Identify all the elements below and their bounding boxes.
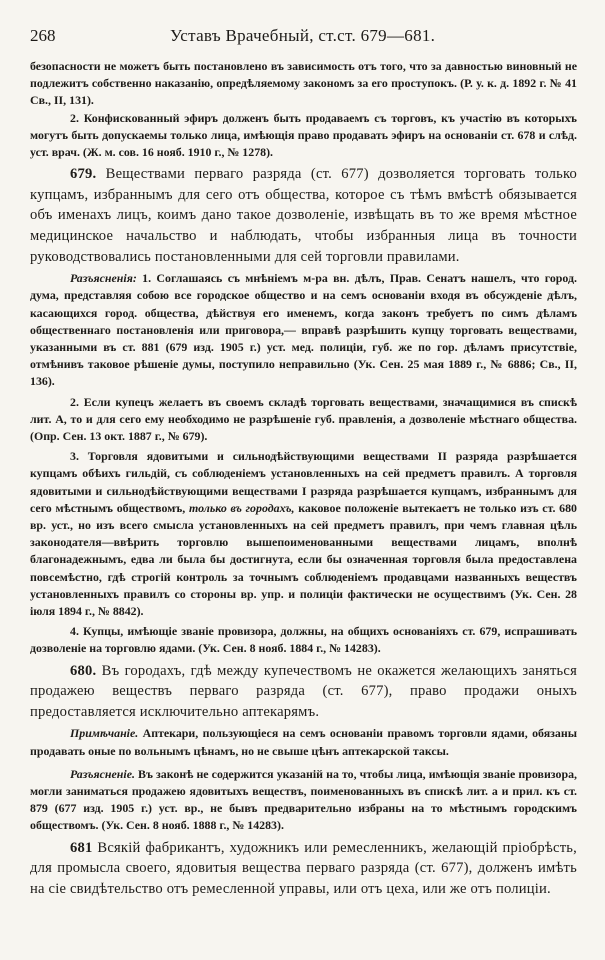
article-680	[30, 661, 577, 723]
article-number: 679.	[70, 166, 97, 183]
explanation-label: Разъясненія:	[70, 271, 137, 286]
article-text: Въ городахъ, гдѣ между купечествомъ не окажется желающихъ заняться продажею веществъ перваго разряда (ст. 677), право продажи оныхъ предоставляется исключительно аптекарямъ.	[30, 662, 577, 720]
note-680	[30, 725, 577, 759]
article-text: Всякій фабрикантъ, художникъ или ремесленникъ, желающій пріобрѣсть, для промысла своего, ядовитыя вещества перваго разряда (ст. 677), долженъ имѣть на сіе свидѣтельство отъ ремесленной управы, или отъ цеха, или же отъ полиціи.	[30, 839, 577, 897]
explanation-3-part-1: 3. Торговля ядовитыми и сильнодѣйствующими веществами II разряда разрѣшается купцамъ обѣихъ гильдій, съ соблюденіемъ установленныхъ на сей предметъ правилъ. А торговля ядовитыми и сильнодѣйствующими веществами I разряда разрѣшается купцамъ, избраннымъ для сего мѣстнымъ обществомъ,	[30, 449, 577, 515]
paragraph-continuation: безопасности не можетъ быть постановлено въ зависимость отъ того, что за давностью виновный не подлежитъ собственно наказанію, опредѣляемому закономъ за его проступокъ. (Р. у. к. д. 1892 г. № 41 Св., II, 131).	[30, 59, 577, 108]
explanation-2: 2. Если купецъ желаетъ въ своемъ складѣ торговать веществами, значащимися въ спискѣ лит. А, то и для сего ему необходимо не разрѣшеніе губ. правленія, а дозволеніе мѣстнаго общества. (Опр. Сен. 13 окт. 1887 г., № 679).	[30, 394, 577, 444]
explanation-label: Разъясненіе.	[70, 766, 135, 781]
explanation-1	[30, 270, 577, 390]
explanation-text: 1. Соглашаясь съ мнѣніемъ м-ра вн. дѣлъ, Прав. Сенатъ нашелъ, что город. дума, представляя собою все городское общество и на семъ основаніи входя въ обсужденіе дѣлъ, касающихся город. общества, дѣйствуя его именемъ, когда законъ требуетъ по симъ дѣламъ общественнаго постановленія или приговора,— вправѣ разрѣшить купцу торговать веществами, указанными въ ст. 881 (679 изд. 1905 г.) уст. мед. полиціи, губ. же по гор. дѣламъ присутствіе, отмѣнивъ таковое рѣшеніе думы, поступило неправильно (Ук. Сен. 25 мая 1889 г., № 6886; Св., II, 136).	[30, 271, 577, 389]
explanation-3-part-2: каковое положеніе вытекаетъ не только изъ ст. 680 вр. уст., но изъ всего смысла установленныхъ на сей предметъ правилъ, при чемъ главная цѣль законодателя—ввѣрить торговлю вышепоименованными веществами лицамъ, вполнѣ благонадежнымъ, едва ли была бы достигнута, если бы означенная торговля была предоставлена повсемѣстно, гдѣ строгій контроль за точнымъ соблюденіемъ продавцами названныхъ веществъ установленныхъ правилъ со стороны вр. упр. и полиціи фактически не осуществимъ (Ук. Сен. 28 іюля 1894 г., № 8842).	[30, 500, 578, 619]
explanation-3-emphasis: только въ городахъ,	[189, 500, 295, 515]
article-number: 681	[70, 839, 93, 856]
explanation-4: 4. Купцы, имѣющіе званіе провизора, должны, на общихъ основаніяхъ ст. 679, испрашивать дозволеніе на торговлю ядами. (Ук. Сен. 8 нояб. 1884 г., № 14283).	[30, 624, 577, 656]
note-text: Аптекари, пользующіеся на семъ основаніи правомъ торговли ядами, обязаны продавать оные по вольнымъ цѣнамъ, но не свыше цѣнъ аптекарской таксы.	[30, 726, 577, 758]
note-label: Примѣчаніе.	[70, 726, 139, 741]
article-text: Веществами перваго разряда (ст. 677) дозволяется торговать только купцамъ, избраннымъ для сего отъ общества, которое съ тѣмъ вмѣстѣ обязывается объ именахъ лицъ, коимъ дано такое дозволеніе, извѣщать въ то же время мѣстное медицинское начальство и наблюдать, чтобы избранныя лица въ точности руководствовались постановленными для сей торговли правилами.	[30, 166, 577, 265]
explanation-3	[30, 448, 577, 620]
article-number: 680.	[70, 662, 97, 679]
note-paragraph-2: 2. Конфискованный эфиръ долженъ быть продаваемъ съ торговъ, къ участію въ которыхъ могутъ быть допускаемы только лица, имѣющія право продавать эфиръ на основаніи ст. 678 и слѣд. уст. врач. (Ж. м. сов. 16 нояб. 1910 г., № 1278).	[30, 110, 577, 160]
article-681	[30, 838, 577, 900]
explanation-text: Въ законѣ не содержится указаній на то, чтобы лица, имѣющія званіе провизора, могли заниматься продажею ядовитыхъ веществъ, поименованныхъ въ спискѣ лит. а и прил. къ ст. 879 (677 изд. 1905 г.) уст. вр., не бывъ предварительно избраны на то мѣстнымъ городскимъ обществомъ. (Ук. Сен. 8 нояб. 1888 г., № 14283).	[30, 766, 577, 833]
page-header	[30, 26, 577, 46]
page-number: 268	[30, 26, 56, 45]
article-679	[30, 164, 577, 267]
explanation-680	[30, 766, 577, 835]
running-title: Уставъ Врачебный, ст.ст. 679—681.	[170, 26, 436, 45]
